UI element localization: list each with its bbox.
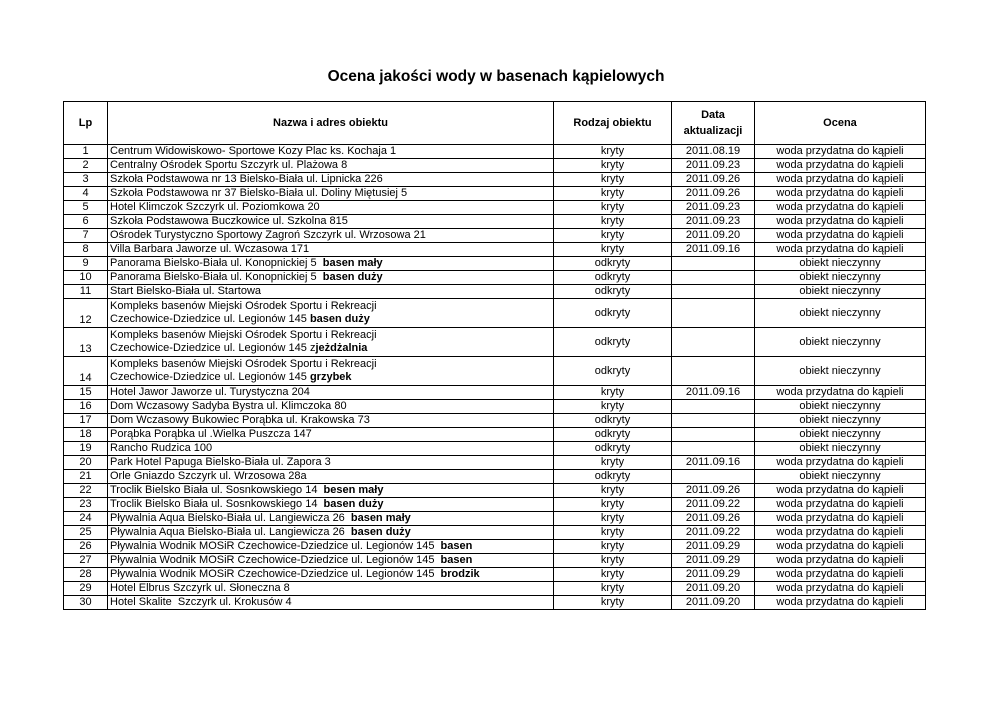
row-name-text: Start Bielsko-Biała ul. Startowa	[110, 285, 262, 297]
row-eval: woda przydatna do kąpieli	[755, 526, 926, 540]
row-name	[108, 456, 554, 470]
row-name	[108, 470, 554, 484]
row-name-text: Szkoła Podstawowa Buczkowice ul. Szkolna 815	[110, 215, 348, 227]
row-type: odkryty	[554, 285, 672, 299]
table-row	[64, 145, 926, 159]
row-date: 2011.09.23	[672, 159, 755, 173]
table-row	[64, 428, 926, 442]
row-name-text: Hotel Skalite Szczyrk ul. Krokusów 4	[110, 596, 292, 608]
row-eval: woda przydatna do kąpieli	[755, 512, 926, 526]
row-eval: woda przydatna do kąpieli	[755, 187, 926, 201]
row-lp: 28	[64, 568, 108, 582]
table-row	[64, 442, 926, 456]
row-lp: 21	[64, 470, 108, 484]
row-date	[672, 470, 755, 484]
row-date: 2011.09.26	[672, 187, 755, 201]
row-type: kryty	[554, 456, 672, 470]
row-lp: 27	[64, 554, 108, 568]
row-eval: woda przydatna do kąpieli	[755, 243, 926, 257]
row-name-line1: Kompleks basenów Miejski Ośrodek Sportu i Rekreacji	[110, 358, 377, 370]
row-lp: 4	[64, 187, 108, 201]
row-date: 2011.09.29	[672, 540, 755, 554]
row-eval: obiekt nieczynny	[755, 271, 926, 285]
row-date	[672, 271, 755, 285]
row-lp: 6	[64, 215, 108, 229]
row-eval: obiekt nieczynny	[755, 257, 926, 271]
row-name-text: Hotel Elbrus Szczyrk ul. Słoneczna 8	[110, 582, 290, 594]
table-row	[64, 568, 926, 582]
row-eval: woda przydatna do kąpieli	[755, 145, 926, 159]
row-date: 2011.09.23	[672, 215, 755, 229]
row-name	[108, 414, 554, 428]
row-date: 2011.09.26	[672, 512, 755, 526]
row-name	[108, 512, 554, 526]
row-type: kryty	[554, 540, 672, 554]
table-row	[64, 512, 926, 526]
row-date	[672, 299, 755, 328]
table-row	[64, 582, 926, 596]
row-type: kryty	[554, 596, 672, 610]
row-eval: obiekt nieczynny	[755, 400, 926, 414]
table-row	[64, 285, 926, 299]
table-row	[64, 526, 926, 540]
table-row	[64, 229, 926, 243]
row-lp: 12	[64, 299, 108, 328]
row-eval: obiekt nieczynny	[755, 428, 926, 442]
row-date: 2011.09.29	[672, 568, 755, 582]
row-eval: obiekt nieczynny	[755, 442, 926, 456]
row-name-text: Pływalnia Aqua Bielsko-Biała ul. Langiewicza 26	[110, 512, 348, 524]
table-row	[64, 498, 926, 512]
row-type: kryty	[554, 201, 672, 215]
row-name	[108, 386, 554, 400]
row-lp: 10	[64, 271, 108, 285]
row-lp: 25	[64, 526, 108, 540]
row-date	[672, 285, 755, 299]
row-name-text: Troclik Bielsko Biała ul. Sosnkowskiego 14	[110, 484, 321, 496]
table-row	[64, 215, 926, 229]
row-name-text: Pływalnia Wodnik MOSiR Czechowice-Dziedzice ul. Legionów 145	[110, 554, 438, 566]
row-lp: 18	[64, 428, 108, 442]
row-date: 2011.09.29	[672, 554, 755, 568]
row-name-text: Porąbka Porąbka ul .Wielka Puszcza 147	[110, 428, 312, 440]
water-quality-table	[63, 101, 926, 610]
row-lp: 15	[64, 386, 108, 400]
row-name	[108, 582, 554, 596]
row-lp: 16	[64, 400, 108, 414]
row-date	[672, 257, 755, 271]
row-type: kryty	[554, 526, 672, 540]
row-date: 2011.09.22	[672, 498, 755, 512]
row-date: 2011.09.22	[672, 526, 755, 540]
table-row	[64, 596, 926, 610]
table-row	[64, 540, 926, 554]
page-title: Ocena jakości wody w basenach kąpielowych	[327, 68, 665, 85]
table-row	[64, 271, 926, 285]
table-row	[64, 173, 926, 187]
row-lp: 20	[64, 456, 108, 470]
row-name-text: Hotel Jawor Jaworze ul. Turystyczna 204	[110, 386, 310, 398]
row-eval: woda przydatna do kąpieli	[755, 229, 926, 243]
row-eval: obiekt nieczynny	[755, 299, 926, 328]
row-type: odkryty	[554, 428, 672, 442]
row-name	[108, 159, 554, 173]
row-name	[108, 568, 554, 582]
row-name	[108, 428, 554, 442]
header-row	[64, 102, 926, 145]
row-name	[108, 229, 554, 243]
row-type: kryty	[554, 187, 672, 201]
row-name-text: Panorama Bielsko-Biała ul. Konopnickiej 5	[110, 271, 320, 283]
row-type: kryty	[554, 386, 672, 400]
row-type: kryty	[554, 512, 672, 526]
row-eval: obiekt nieczynny	[755, 470, 926, 484]
row-name-bold: basen mały	[350, 512, 411, 524]
row-eval: obiekt nieczynny	[755, 328, 926, 357]
row-type: kryty	[554, 145, 672, 159]
row-name	[108, 243, 554, 257]
row-lp: 7	[64, 229, 108, 243]
row-name-text: Dom Wczasowy Sadyba Bystra ul. Klimczoka 80	[110, 400, 347, 412]
table-row	[64, 357, 926, 386]
table-row	[64, 414, 926, 428]
row-eval: obiekt nieczynny	[755, 357, 926, 386]
row-type: odkryty	[554, 328, 672, 357]
row-name-bold: jeżdżalnia	[315, 342, 368, 354]
row-name-bold: basen duży	[323, 498, 384, 510]
row-name-text: Pływalnia Wodnik MOSiR Czechowice-Dziedzice ul. Legionów 145	[110, 540, 438, 552]
row-name-text: Hotel Klimczok Szczyrk ul. Poziomkowa 20	[110, 201, 320, 213]
row-name-line1: Kompleks basenów Miejski Ośrodek Sportu i Rekreacji	[110, 329, 377, 341]
row-name	[108, 554, 554, 568]
row-name-bold: brodzik	[440, 568, 480, 580]
table-row	[64, 470, 926, 484]
table-row	[64, 400, 926, 414]
row-eval: woda przydatna do kąpieli	[755, 498, 926, 512]
row-date	[672, 357, 755, 386]
row-lp: 24	[64, 512, 108, 526]
header-name: Nazwa i adres obiektu	[108, 102, 554, 145]
row-type: kryty	[554, 568, 672, 582]
row-name	[108, 201, 554, 215]
row-name-text: Centralny Ośrodek Sportu Szczyrk ul. Plażowa 8	[110, 159, 348, 171]
table-row	[64, 201, 926, 215]
row-type: odkryty	[554, 442, 672, 456]
row-lp: 2	[64, 159, 108, 173]
row-name-text: Szkoła Podstawowa nr 13 Bielsko-Biała ul. Lipnicka 226	[110, 173, 383, 185]
row-lp: 30	[64, 596, 108, 610]
row-lp: 26	[64, 540, 108, 554]
row-name-bold: besen mały	[323, 484, 384, 496]
row-name	[108, 187, 554, 201]
row-name-line2	[110, 342, 551, 355]
row-eval: woda przydatna do kąpieli	[755, 159, 926, 173]
header-eval: Ocena	[755, 102, 926, 145]
row-name	[108, 484, 554, 498]
row-eval: woda przydatna do kąpieli	[755, 456, 926, 470]
row-name	[108, 299, 554, 328]
row-name	[108, 596, 554, 610]
row-name-text: Szkoła Podstawowa nr 37 Bielsko-Biała ul. Doliny Miętusiej 5	[110, 187, 408, 199]
table-row	[64, 299, 926, 328]
row-eval: woda przydatna do kąpieli	[755, 173, 926, 187]
row-type: kryty	[554, 243, 672, 257]
row-name-bold: basen	[440, 540, 473, 552]
row-name-bold: grzybek	[309, 371, 352, 383]
row-name	[108, 357, 554, 386]
table-row	[64, 159, 926, 173]
row-name	[108, 271, 554, 285]
row-date: 2011.09.23	[672, 201, 755, 215]
row-name	[108, 400, 554, 414]
row-name-text: Pływalnia Aqua Bielsko-Biała ul. Langiewicza 26	[110, 526, 348, 538]
row-lp: 5	[64, 201, 108, 215]
row-name-bold: basen mały	[322, 257, 383, 269]
row-date: 2011.09.16	[672, 386, 755, 400]
row-eval: obiekt nieczynny	[755, 414, 926, 428]
row-lp: 8	[64, 243, 108, 257]
row-date: 2011.08.19	[672, 145, 755, 159]
row-name-text: Pływalnia Wodnik MOSiR Czechowice-Dziedzice ul. Legionów 145	[110, 568, 438, 580]
table-row	[64, 484, 926, 498]
row-name-text: Troclik Bielsko Biała ul. Sosnkowskiego 14	[110, 498, 321, 510]
row-name-text: Czechowice-Dziedzice ul. Legionów 145	[110, 313, 310, 325]
row-eval: woda przydatna do kąpieli	[755, 568, 926, 582]
row-type: odkryty	[554, 414, 672, 428]
row-name-text: Czechowice-Dziedzice ul. Legionów 145 z	[110, 342, 316, 354]
row-type: kryty	[554, 498, 672, 512]
row-type: odkryty	[554, 470, 672, 484]
row-name-bold: basen	[440, 554, 473, 566]
row-eval: woda przydatna do kąpieli	[755, 540, 926, 554]
row-type: kryty	[554, 159, 672, 173]
row-date: 2011.09.26	[672, 484, 755, 498]
row-lp: 3	[64, 173, 108, 187]
table-row	[64, 243, 926, 257]
row-lp: 9	[64, 257, 108, 271]
row-name	[108, 526, 554, 540]
row-type: kryty	[554, 484, 672, 498]
row-name	[108, 328, 554, 357]
row-name	[108, 442, 554, 456]
table-row	[64, 456, 926, 470]
row-date	[672, 442, 755, 456]
header-lp: Lp	[64, 102, 108, 145]
row-name	[108, 257, 554, 271]
row-lp: 11	[64, 285, 108, 299]
table-row	[64, 257, 926, 271]
row-name	[108, 285, 554, 299]
row-name-text: Panorama Bielsko-Biała ul. Konopnickiej 5	[110, 257, 320, 269]
header-date: Data aktualizacji	[672, 102, 755, 145]
row-name	[108, 498, 554, 512]
row-lp: 29	[64, 582, 108, 596]
row-name	[108, 540, 554, 554]
table-row	[64, 554, 926, 568]
row-date	[672, 428, 755, 442]
row-name-text: Villa Barbara Jaworze ul. Wczasowa 171	[110, 243, 310, 255]
row-lp: 14	[64, 357, 108, 386]
row-eval: woda przydatna do kąpieli	[755, 554, 926, 568]
row-date: 2011.09.20	[672, 229, 755, 243]
row-date: 2011.09.16	[672, 456, 755, 470]
table-row	[64, 386, 926, 400]
row-lp: 22	[64, 484, 108, 498]
row-eval: obiekt nieczynny	[755, 285, 926, 299]
row-eval: woda przydatna do kąpieli	[755, 596, 926, 610]
row-name-text: Ośrodek Turystyczno Sportowy Zagroń Szczyrk ul. Wrzosowa 21	[110, 229, 426, 241]
row-name-line2	[110, 313, 551, 326]
table-row	[64, 328, 926, 357]
row-name-bold: basen duży	[322, 271, 383, 283]
row-type: kryty	[554, 554, 672, 568]
table-row	[64, 187, 926, 201]
row-date: 2011.09.26	[672, 173, 755, 187]
row-type: odkryty	[554, 271, 672, 285]
row-eval: woda przydatna do kąpieli	[755, 201, 926, 215]
row-date: 2011.09.20	[672, 582, 755, 596]
row-type: kryty	[554, 400, 672, 414]
row-type: odkryty	[554, 357, 672, 386]
row-lp: 1	[64, 145, 108, 159]
row-name	[108, 215, 554, 229]
row-type: kryty	[554, 173, 672, 187]
row-type: kryty	[554, 582, 672, 596]
row-date: 2011.09.16	[672, 243, 755, 257]
row-type: kryty	[554, 215, 672, 229]
row-eval: woda przydatna do kąpieli	[755, 484, 926, 498]
row-name	[108, 173, 554, 187]
row-eval: woda przydatna do kąpieli	[755, 386, 926, 400]
row-name-text: Dom Wczasowy Bukowiec Porąbka ul. Krakowska 73	[110, 414, 370, 426]
row-lp: 17	[64, 414, 108, 428]
row-eval: woda przydatna do kąpieli	[755, 582, 926, 596]
row-type: odkryty	[554, 257, 672, 271]
row-name-line1: Kompleks basenów Miejski Ośrodek Sportu i Rekreacji	[110, 300, 377, 312]
row-date	[672, 400, 755, 414]
row-name-text: Czechowice-Dziedzice ul. Legionów 145	[110, 371, 310, 383]
row-lp: 23	[64, 498, 108, 512]
row-name-text: Rancho Rudzica 100	[110, 442, 213, 454]
row-name-bold: basen duży	[350, 526, 411, 538]
row-name-bold: basen duży	[309, 313, 370, 325]
row-name-text: Centrum Widowiskowo- Sportowe Kozy Plac ks. Kochaja 1	[110, 145, 397, 157]
row-name	[108, 145, 554, 159]
table-body	[64, 145, 926, 610]
row-date	[672, 328, 755, 357]
row-date: 2011.09.20	[672, 596, 755, 610]
row-type: odkryty	[554, 299, 672, 328]
row-name-line2	[110, 371, 551, 384]
row-name-text: Park Hotel Papuga Bielsko-Biała ul. Zapora 3	[110, 456, 331, 468]
row-date	[672, 414, 755, 428]
row-type: kryty	[554, 229, 672, 243]
row-lp: 13	[64, 328, 108, 357]
row-lp: 19	[64, 442, 108, 456]
row-name-text: Orle Gniazdo Szczyrk ul. Wrzosowa 28a	[110, 470, 307, 482]
header-type: Rodzaj obiektu	[554, 102, 672, 145]
row-eval: woda przydatna do kąpieli	[755, 215, 926, 229]
